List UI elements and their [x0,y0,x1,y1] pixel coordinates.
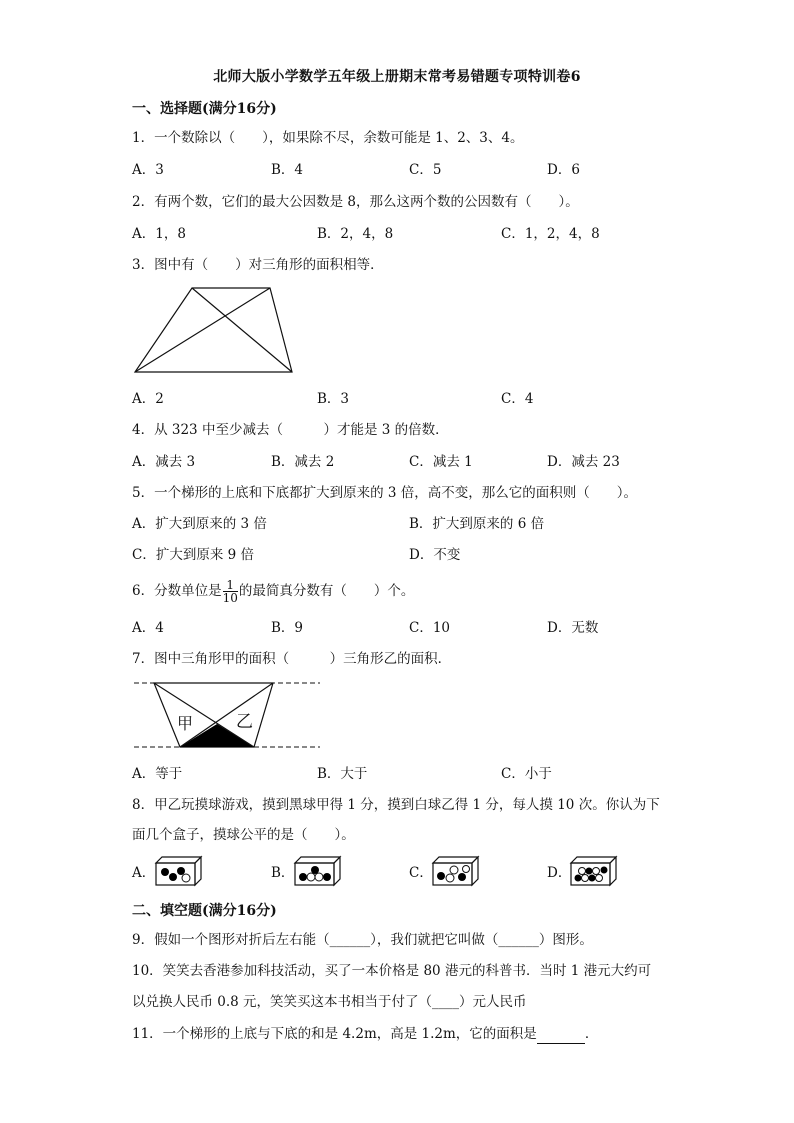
question-8-line-1: 8．甲乙玩摸球游戏，摸到黑球甲得 1 分，摸到白球乙得 1 分，每人摸 10 次。你认为下 [132,797,660,813]
q7-option-b[interactable]: B．大于 [317,766,368,782]
q6-option-b[interactable]: B．9 [271,620,304,636]
question-3: 3．图中有（ ）对三角形的面积相等． [132,257,384,273]
q1-option-d[interactable]: D．6 [547,162,580,178]
q2-option-a[interactable]: A．1，8 [132,226,186,242]
q2-option-b[interactable]: B．2，4，8 [317,226,394,242]
q7-option-c[interactable]: C．小于 [501,766,552,782]
page-title: 北师大版小学数学五年级上册期末常考易错题专项特训卷6 [213,69,581,85]
trapezoid-figure [132,286,297,376]
ball-box-c-icon[interactable] [432,856,480,886]
q6-option-a[interactable]: A．4 [132,620,164,636]
q6-text-before: 6．分数单位是 [132,583,222,599]
q1-option-c[interactable]: C．5 [409,162,442,178]
question-10-line-1: 10．笑笑去香港参加科技活动，买了一本价格是 80 港元的科普书．当时 1 港元大约可 [132,963,652,979]
q4-option-b[interactable]: B．减去 2 [271,454,335,470]
fraction-denominator: 10 [222,591,238,605]
q5-option-c[interactable]: C．扩大到原来 9 倍 [132,547,255,563]
fraction-numerator: 1 [223,579,238,592]
q6-option-c[interactable]: C．10 [409,620,451,636]
question-4: 4．从 323 中至少减去（ ）才能是 3 的倍数． [132,422,449,438]
q8-option-c[interactable]: C． [409,865,433,881]
q5-option-a[interactable]: A．扩大到原来的 3 倍 [132,516,267,532]
parallel-lines-triangles-figure [134,678,324,752]
q5-option-b[interactable]: B．扩大到原来的 6 倍 [409,516,545,532]
section-heading-choice: 一、选择题(满分16分) [132,101,277,117]
q4-option-a[interactable]: A．减去 3 [132,454,196,470]
question-7: 7．图中三角形甲的面积（ ）三角形乙的面积． [132,651,452,667]
q8-option-b[interactable]: B． [271,865,295,881]
q8-option-d[interactable]: D． [547,865,572,881]
q8-option-a[interactable]: A． [132,865,156,881]
q3-option-b[interactable]: B．3 [317,391,350,407]
question-6 [132,576,414,606]
triangle-a-label: 甲 [177,714,194,733]
q4-option-d[interactable]: D．减去 23 [547,454,620,470]
question-1: 1．一个数除以（ ），如果除不尽，余数可能是 1、2、3、4。 [132,130,524,146]
q1-option-a[interactable]: A．3 [132,162,164,178]
question-2: 2．有两个数，它们的最大公因数是 8，那么这两个数的公因数有（ ）。 [132,194,579,210]
fraction-one-tenth [223,579,238,604]
ball-box-a-icon[interactable] [155,856,203,886]
ball-box-d-icon[interactable] [570,856,618,886]
question-8-line-2: 面几个盒子，摸球公平的是（ ）。 [132,827,355,843]
triangle-b-label: 乙 [236,712,253,732]
q3-option-a[interactable]: A．2 [132,391,164,407]
section-heading-fill-in: 二、填空题(满分16分) [132,903,277,919]
q11-answer-blank[interactable] [537,1025,585,1044]
q2-option-c[interactable]: C．1，2，4，8 [501,226,600,242]
q4-option-c[interactable]: C．减去 1 [409,454,473,470]
q7-option-a[interactable]: A．等于 [132,766,183,782]
question-11: 11．一个梯形的上底与下底的和是 4.2m，高是 1.2m，它的面积是 ． [132,1026,599,1042]
q11-text: 11．一个梯形的上底与下底的和是 4.2m，高是 1.2m，它的面积是 [132,1026,537,1042]
q1-option-b[interactable]: B．4 [271,162,304,178]
question-10-line-2: 以兑换人民币 0.8 元，笑笑买这本书相当于付了（____）元人民币 [132,994,527,1010]
q6-option-d[interactable]: D．无数 [547,620,599,636]
q5-option-d[interactable]: D．不变 [409,547,461,563]
q3-option-c[interactable]: C．4 [501,391,534,407]
q6-text-after: 的最简真分数有（ ）个。 [238,583,415,599]
question-9: 9．假如一个图形对折后左右能（______），我们就把它叫做（______）图形。 [132,932,593,948]
ball-box-b-icon[interactable] [294,856,342,886]
question-5: 5．一个梯形的上底和下底都扩大到原来的 3 倍，高不变，那么它的面积则（ ）。 [132,485,638,501]
